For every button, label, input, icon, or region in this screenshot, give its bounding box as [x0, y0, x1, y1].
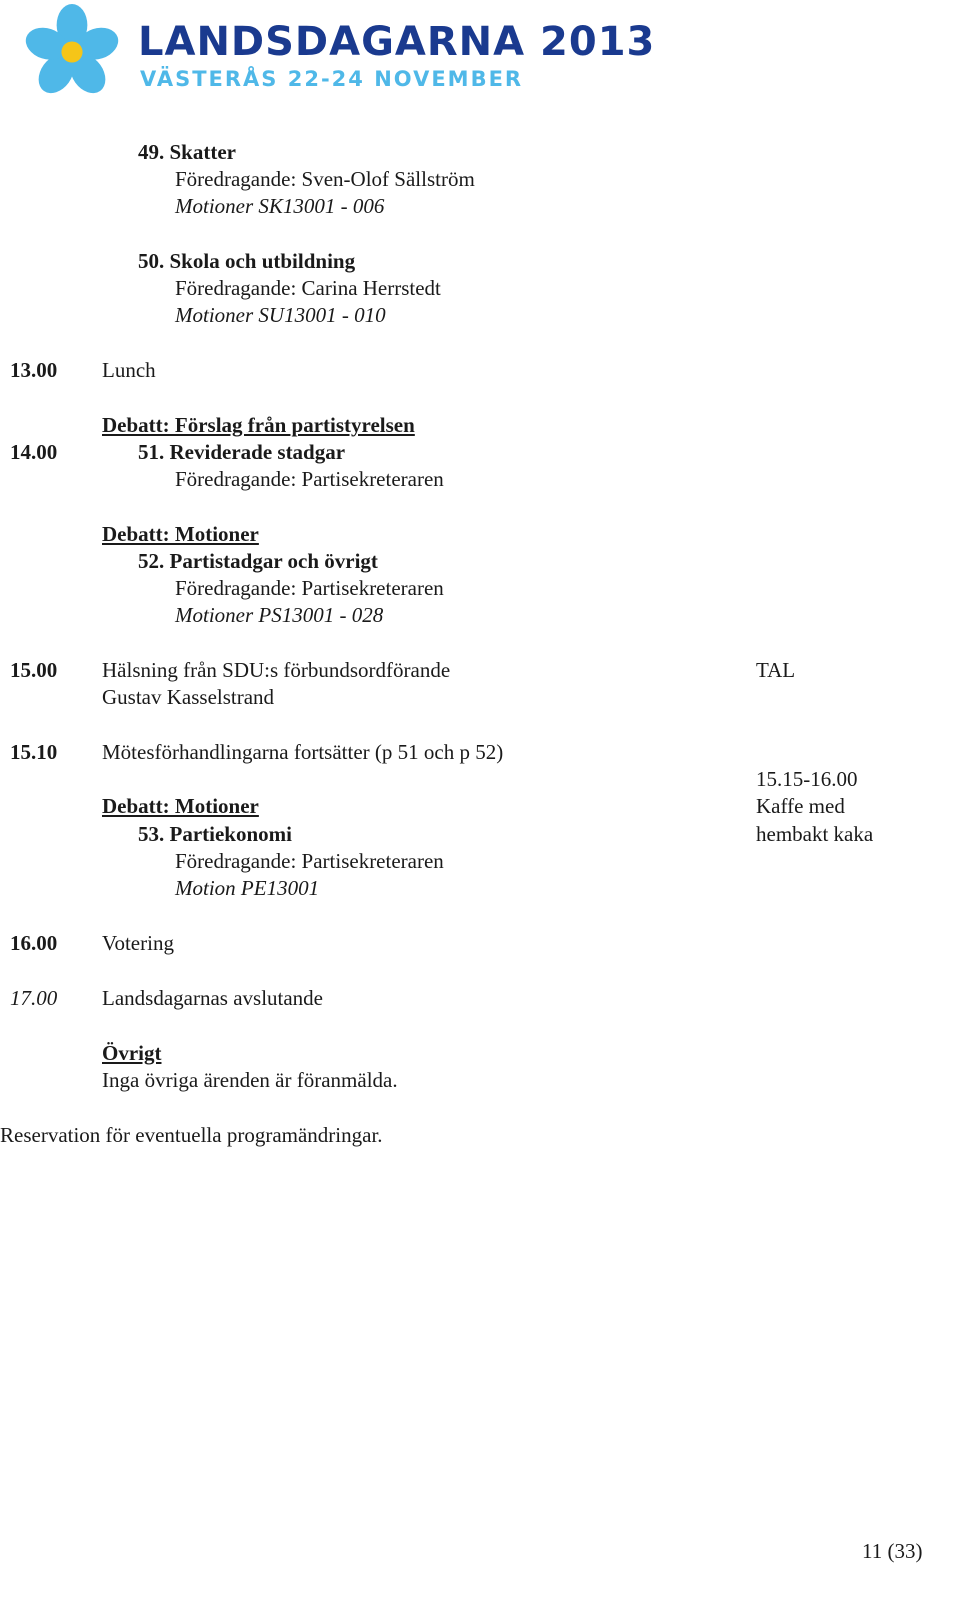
item-52-title: 52. Partistadgar och övrigt	[138, 549, 378, 573]
logo-flower-icon	[24, 4, 120, 100]
item-49-motions: Motioner SK13001 - 006	[175, 194, 385, 218]
lunch-time: 13.00	[10, 358, 58, 382]
debate-3-heading: Debatt: Motioner	[102, 794, 259, 818]
other-text: Inga övriga ärenden är föranmälda.	[102, 1068, 398, 1092]
greeting-side-label: TAL	[756, 658, 796, 682]
reservation-note: Reservation för eventuella programändringar.	[0, 1123, 383, 1147]
event-title: LANDSDAGARNA 2013	[138, 19, 656, 65]
item-49-title: 49. Skatter	[138, 140, 236, 164]
other-heading: Övrigt	[102, 1041, 162, 1065]
debate-1-heading: Debatt: Förslag från partistyrelsen	[102, 413, 415, 437]
page-number: 11 (33)	[862, 1539, 923, 1563]
coffee-line-2: hembakt kaka	[756, 822, 874, 846]
lunch-label: Lunch	[102, 358, 156, 382]
event-subtitle: VÄSTERÅS 22-24 NOVEMBER	[140, 67, 524, 91]
item-51-speaker: Föredragande: Partisekreteraren	[175, 467, 444, 491]
resume-time: 15.10	[10, 740, 58, 764]
item-50-title: 50. Skola och utbildning	[138, 249, 356, 273]
item-49-speaker: Föredragande: Sven-Olof Sällström	[175, 167, 475, 191]
item-52-motions: Motioner PS13001 - 028	[175, 603, 384, 627]
greeting-line-2: Gustav Kasselstrand	[102, 685, 275, 709]
resume-label: Mötesförhandlingarna fortsätter (p 51 och p 52)	[102, 740, 504, 764]
coffee-line-1: Kaffe med	[756, 794, 845, 818]
voting-label: Votering	[102, 931, 174, 955]
greeting-time: 15.00	[10, 658, 58, 682]
item-52-speaker: Föredragande: Partisekreteraren	[175, 576, 444, 600]
debate-1-time: 14.00	[10, 440, 58, 464]
item-51-title: 51. Reviderade stadgar	[138, 440, 346, 464]
greeting-line-1: Hälsning från SDU:s förbundsordförande	[102, 658, 451, 682]
item-50-motions: Motioner SU13001 - 010	[175, 303, 386, 327]
coffee-time: 15.15-16.00	[756, 767, 858, 791]
closing-time: 17.00	[10, 986, 58, 1010]
debate-2-heading: Debatt: Motioner	[102, 522, 259, 546]
item-53-motions: Motion PE13001	[175, 876, 320, 900]
voting-time: 16.00	[10, 931, 58, 955]
item-50-speaker: Föredragande: Carina Herrstedt	[175, 276, 441, 300]
item-53-title: 53. Partiekonomi	[138, 822, 292, 846]
closing-label: Landsdagarnas avslutande	[102, 986, 324, 1010]
item-53-speaker: Föredragande: Partisekreteraren	[175, 849, 444, 873]
